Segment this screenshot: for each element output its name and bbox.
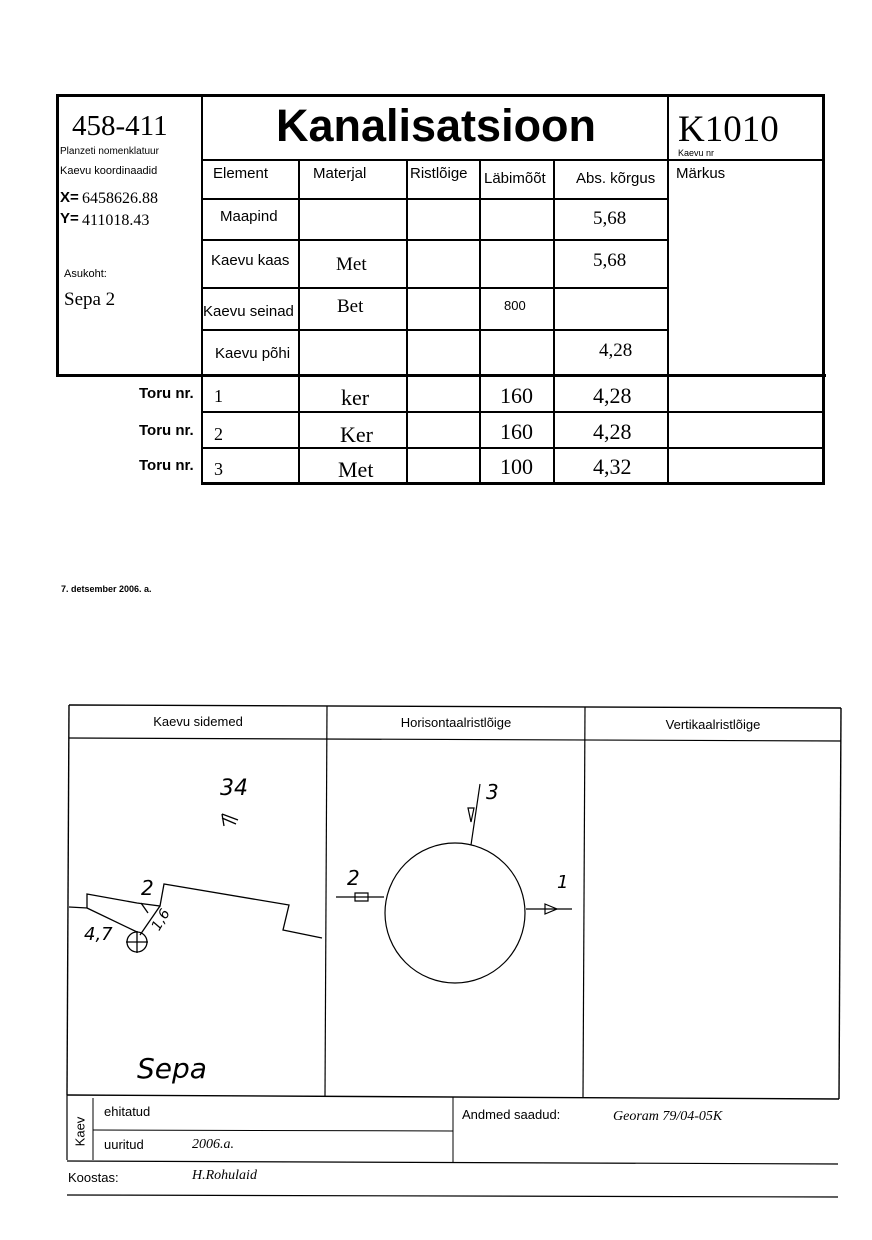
compiled-by-label: Koostas: xyxy=(68,1170,119,1185)
pipe-number: 1 xyxy=(214,386,223,406)
handwritten-34: 34 xyxy=(220,776,248,801)
header-material: Materjal xyxy=(313,165,367,182)
manhole-number-value: K1010 xyxy=(678,109,779,150)
pipe-abs: 4,32 xyxy=(593,454,632,479)
column-header-horizontal: Horisontaalristlõige xyxy=(400,715,512,730)
pipe-number: 2 xyxy=(214,424,223,444)
coordinates-label: Kaevu koordinaadid xyxy=(60,165,158,177)
pipe-diameter: 100 xyxy=(500,454,533,479)
surveyed-value: 2006.a. xyxy=(192,1137,234,1152)
handwritten-47: 4,7 xyxy=(84,924,113,945)
pipe-diameter: 160 xyxy=(500,419,533,444)
row-element: Kaevu põhi xyxy=(215,345,291,362)
handwritten-16: 1,6 xyxy=(148,906,174,934)
built-label: ehitatud xyxy=(104,1104,151,1119)
document-date: 7. detsember 2006. a. xyxy=(61,584,152,594)
data-source-value: Georam 79/04-05K xyxy=(613,1109,723,1124)
handwritten-sepa: Sepa xyxy=(137,1052,207,1085)
pipe-number: 3 xyxy=(214,459,223,479)
header-cross-section: Ristlõige xyxy=(410,165,468,182)
handwritten-pipe-3: 3 xyxy=(486,780,499,804)
footer-side-label: Kaev xyxy=(72,1116,88,1147)
row-abs: 4,28 xyxy=(599,340,633,361)
location-value: Sepa 2 xyxy=(64,289,116,310)
pipe-material: ker xyxy=(341,385,370,410)
pipe-material: Ker xyxy=(340,422,373,447)
header-abs-height: Abs. kõrgus xyxy=(576,170,656,187)
row-element: Kaevu kaas xyxy=(211,252,290,269)
header-diameter: Läbimõõt xyxy=(484,170,546,187)
handwritten-2: 2 xyxy=(141,876,154,900)
row-element: Kaevu seinad xyxy=(203,303,294,320)
handwritten-pipe-1: 1 xyxy=(557,872,569,893)
column-header-vertical: Vertikaalristlõige xyxy=(665,717,761,732)
x-label: X= xyxy=(60,189,79,206)
row-abs: 5,68 xyxy=(593,208,627,229)
pipe-abs: 4,28 xyxy=(593,383,632,408)
pipe-material: Met xyxy=(338,457,374,482)
handwritten-pipe-2: 2 xyxy=(347,866,360,890)
pipe-diameter: 160 xyxy=(500,383,533,408)
data-source-label: Andmed saadud: xyxy=(462,1107,561,1122)
row-abs: 5,68 xyxy=(593,250,627,271)
header-remarks: Märkus xyxy=(676,165,726,182)
pipe-label: Toru nr. xyxy=(139,422,194,439)
manhole-number-label: Kaevu nr xyxy=(678,148,715,158)
nomenclature-value: 458-411 xyxy=(72,110,168,142)
location-label: Asukoht: xyxy=(64,268,107,280)
header-element: Element xyxy=(213,165,269,182)
pipe-label: Toru nr. xyxy=(139,457,194,474)
y-coordinate: 411018.43 xyxy=(82,212,150,229)
column-header-links: Kaevu sidemed xyxy=(153,714,243,729)
x-coordinate: 6458626.88 xyxy=(82,190,158,207)
nomenclature-label: Planzeti nomenklatuur xyxy=(60,146,159,157)
pipe-abs: 4,28 xyxy=(593,419,632,444)
pipe-label: Toru nr. xyxy=(139,385,194,402)
row-material: Bet xyxy=(337,296,364,317)
row-element: Maapind xyxy=(220,208,278,225)
row-material: Met xyxy=(336,254,367,275)
horizontal-section-sketch xyxy=(336,784,572,983)
surveyed-label: uuritud xyxy=(104,1137,144,1152)
y-label: Y= xyxy=(60,210,79,227)
row-diameter: 800 xyxy=(504,298,526,313)
compiled-by-value: H.Rohulaid xyxy=(192,1168,257,1183)
page-title: Kanalisatsioon xyxy=(275,100,597,151)
